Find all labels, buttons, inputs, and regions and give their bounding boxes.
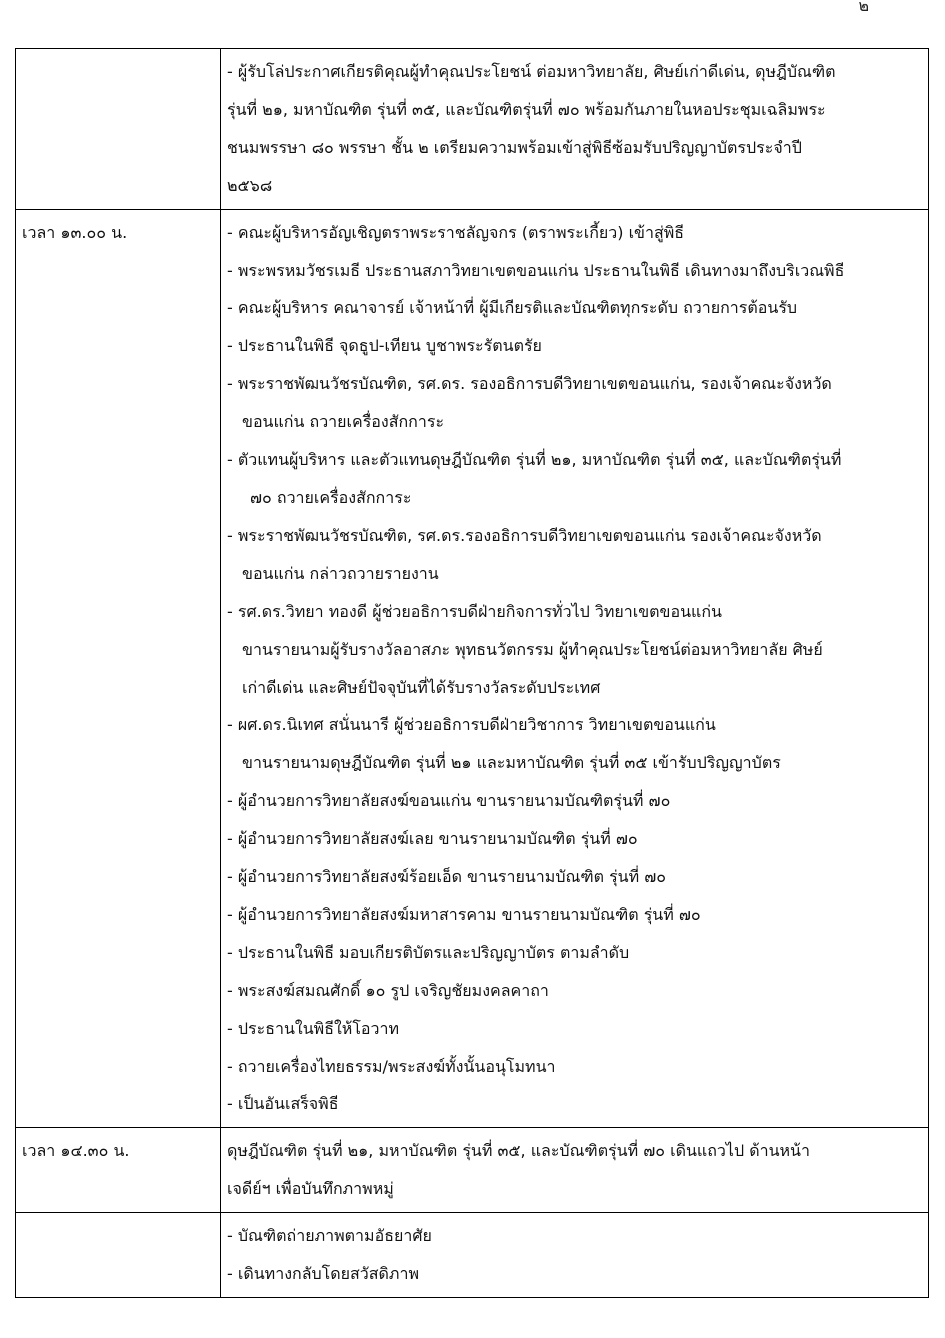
detail-line: - รศ.ดร.วิทยา ทองดี ผู้ช่วยอธิการบดีฝ่ายกิจการทั่วไป วิทยาเขตขอนแก่น [227,601,722,621]
detail-line: - ผู้รับโล่ประกาศเกียรติคุณผู้ทำคุณประโยชน์ ต่อมหาวิทยาลัย, ศิษย์เก่าดีเด่น, ดุษฎีบัณฑิต [227,62,836,81]
schedule-row [16,209,929,1128]
detail-line: ขานรายนามผู้รับรางวัลอาสภะ พุทธนวัตกรรม ผู้ทำคุณประโยชน์ต่อมหาวิทยาลัย ศิษย์ [242,639,823,659]
detail-line: - บัณฑิตถ่ายภาพตามอัธยาศัย [227,1226,432,1246]
detail-line: - ผู้อำนวยการวิทยาลัยสงฆ์ขอนแก่น ขานรายนามบัณฑิตรุ่นที่ ๗๐ [227,791,671,811]
detail-cell [221,1128,929,1213]
detail-line: - เป็นอันเสร็จพิธี [227,1094,339,1114]
detail-line: เก่าดีเด่น และศิษย์ปัจจุบันที่ได้รับรางวัลระดับประเทศ [242,677,601,697]
detail-line: - คณะผู้บริหารอัญเชิญตราพระราชลัญจกร (ตราพระเกี้ยว) เข้าสู่พิธี [227,222,685,242]
time-cell [16,49,221,210]
detail-line: - เดินทางกลับโดยสวัสดิภาพ [227,1264,419,1284]
detail-line: - พระราชพัฒนวัชรบัณฑิต, รศ.ดร.รองอธิการบดีวิทยาเขตขอนแก่น รองเจ้าคณะจังหวัด [227,525,822,545]
detail-line: รุ่นที่ ๒๑, มหาบัณฑิต รุ่นที่ ๓๕, และบัณฑิตรุ่นที่ ๗๐ พร้อมกันภายในหอประชุมเฉลิมพระ [227,99,826,119]
detail-line: - ถวายเครื่องไทยธรรม/พระสงฆ์ทั้งนั้นอนุโมทนา [227,1056,556,1076]
detail-line: ๒๕๖๘ [227,175,273,195]
detail-line: - พระราชพัฒนวัชรบัณฑิต, รศ.ดร. รองอธิการบดีวิทยาเขตขอนแก่น, รองเจ้าคณะจังหวัด [227,374,832,394]
detail-line: ๗๐ ถวายเครื่องสักการะ [250,487,412,507]
schedule-body [16,49,929,1298]
detail-line: - ประธานในพิธี จุดธูป-เทียน บูชาพระรัตนตรัย [227,336,542,356]
schedule-row [16,49,929,210]
schedule-row [16,1213,929,1298]
schedule-row [16,1128,929,1213]
detail-line: - ผศ.ดร.นิเทศ สนั่นนารี ผู้ช่วยอธิการบดีฝ่ายวิชาการ วิทยาเขตขอนแก่น [227,715,716,735]
detail-cell [221,1213,929,1298]
detail-line: - พระพรหมวัชรเมธี ประธานสภาวิทยาเขตขอนแก่น ประธานในพิธี เดินทางมาถึงบริเวณพิธี [227,260,845,280]
detail-line: - ตัวแทนผู้บริหาร และตัวแทนดุษฎีบัณฑิต รุ่นที่ ๒๑, มหาบัณฑิต รุ่นที่ ๓๕, และบัณฑิตรุ่นที่ [227,450,842,470]
detail-line: ดุษฎีบัณฑิต รุ่นที่ ๒๑, มหาบัณฑิต รุ่นที่ ๓๕, และบัณฑิตรุ่นที่ ๗๐ เดินแถวไป ด้านหน้า [227,1141,810,1161]
detail-line: ขานรายนามดุษฎีบัณฑิต รุ่นที่ ๒๑ และมหาบัณฑิต รุ่นที่ ๓๕ เข้ารับปริญญาบัตร [242,753,781,773]
detail-line: ขอนแก่น ถวายเครื่องสักการะ [242,412,445,432]
time-cell: เวลา ๑๔.๓๐ น. [16,1128,221,1213]
detail-line: เจดีย์ฯ เพื่อบันทึกภาพหมู่ [227,1179,394,1199]
detail-line: - คณะผู้บริหาร คณาจารย์ เจ้าหน้าที่ ผู้มีเกียรติและบัณฑิตทุกระดับ ถวายการต้อนรับ [227,298,798,318]
detail-line: - ประธานในพิธี มอบเกียรติบัตรและปริญญาบัตร ตามลำดับ [227,942,630,962]
schedule-table [15,48,929,1298]
detail-cell [221,209,929,1128]
detail-line: ขอนแก่น กล่าวถวายรายงาน [242,563,439,583]
detail-line: - ผู้อำนวยการวิทยาลัยสงฆ์ร้อยเอ็ด ขานรายนามบัณฑิต รุ่นที่ ๗๐ [227,867,667,887]
time-cell [16,1213,221,1298]
detail-line: - พระสงฆ์สมณศักดิ์ ๑๐ รูป เจริญชัยมงคลคาถา [227,980,549,1000]
detail-cell [221,49,929,210]
page-number-mark: ๒ [858,0,869,15]
detail-line: - ผู้อำนวยการวิทยาลัยสงฆ์มหาสารคาม ขานรายนามบัณฑิต รุ่นที่ ๗๐ [227,904,701,924]
detail-line: - ประธานในพิธีให้โอวาท [227,1018,400,1038]
detail-line: - ผู้อำนวยการวิทยาลัยสงฆ์เลย ขานรายนามบัณฑิต รุ่นที่ ๗๐ [227,829,638,849]
time-cell: เวลา ๑๓.๐๐ น. [16,209,221,1128]
detail-line: ชนมพรรษา ๘๐ พรรษา ชั้น ๒ เตรียมความพร้อมเข้าสู่พิธีซ้อมรับปริญญาบัตรประจำปี [227,137,802,157]
